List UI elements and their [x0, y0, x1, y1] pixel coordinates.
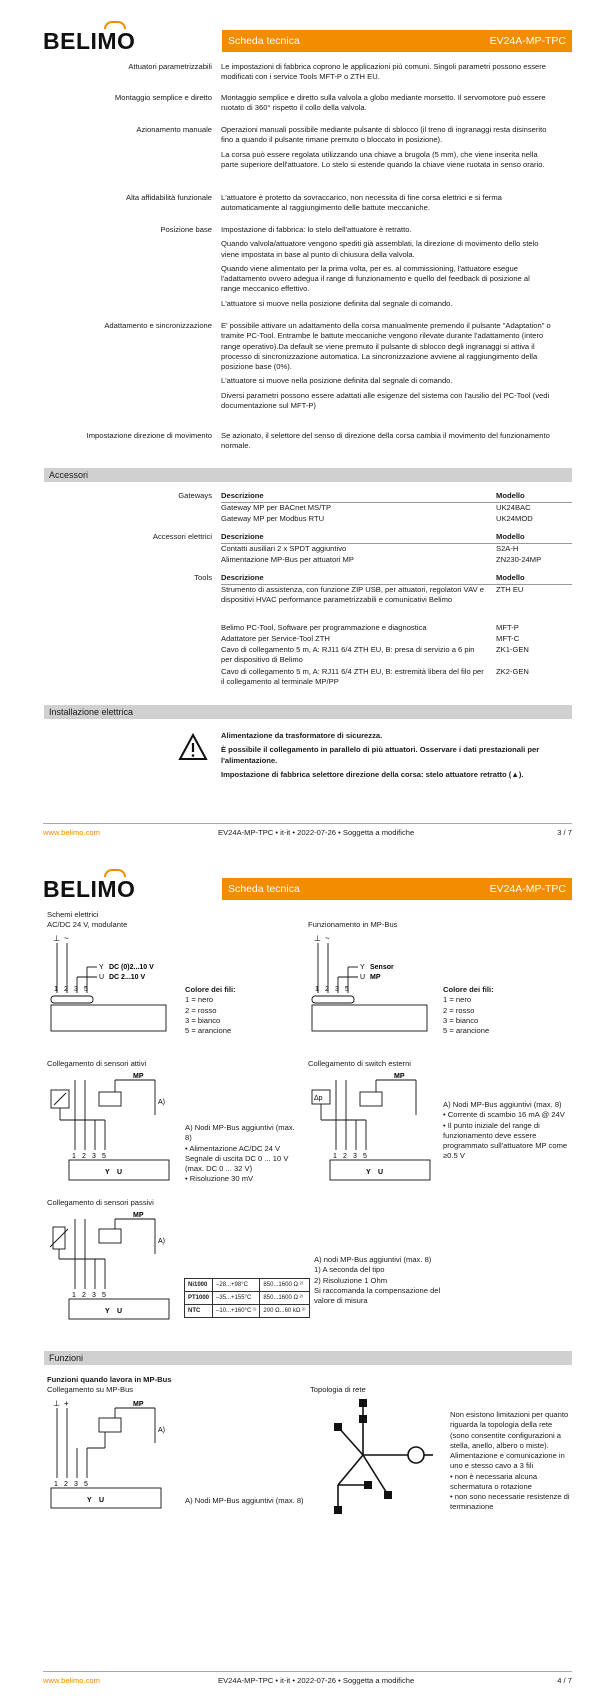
- footer-info: EV24A-MP-TPC • it-it • 2022-07-26 • Soggetta a modifiche: [218, 828, 415, 837]
- a-label: A): [158, 1099, 165, 1106]
- feature-paragraph: La corsa può essere regolata utilizzando una chiave a brugola (5 mm), che viene inserita nella parte superiore dell'attuatore. Lo stelo si estende quando la chiave viene ruotata in senso orario.: [221, 149, 545, 169]
- funzioni-subtitle: Funzioni quando lavora in MP-Bus: [47, 1375, 172, 1384]
- mp-label: MP: [394, 1073, 405, 1080]
- terminal-label: 3: [92, 1153, 96, 1160]
- note-line: A) Nodi MP-Bus aggiuntivi (max. 8): [443, 1100, 562, 1109]
- terminal-label: 2: [64, 1481, 68, 1488]
- note-line: Alimentazione e comunicazione in uno e stesso cavo a 3 fili: [450, 1451, 565, 1471]
- feature-text: [221, 321, 551, 415]
- terminal-label: 2: [64, 986, 68, 993]
- feature-text: [221, 193, 551, 218]
- accessory-model: MFT-P: [496, 623, 519, 632]
- note-line: • Risoluzione 30 mV: [185, 1174, 254, 1184]
- mp-bus-connection-note: A) Nodi MP-Bus aggiuntivi (max. 8): [185, 1496, 304, 1505]
- wiring-diagram-external-switch: [306, 1070, 436, 1182]
- terminal-label: 3: [74, 1481, 78, 1488]
- terminal-label: 1: [72, 1292, 76, 1299]
- sig-y-label: Y: [360, 964, 365, 971]
- power-sym: ⊥: [53, 1399, 60, 1408]
- wiring-diagram-active-sensor: [45, 1070, 175, 1182]
- accessory-model: ZN230-24MP: [496, 555, 542, 564]
- diagram-1-title: AC/DC 24 V, modulante: [47, 920, 128, 929]
- accessory-description: Belimo PC-Tool, Software per programmazione e diagnostica: [221, 623, 427, 632]
- terminal-label: 3: [353, 1153, 357, 1160]
- actuator-y: Y: [105, 1308, 110, 1315]
- terminal-label: 1: [72, 1153, 76, 1160]
- footer-page: 3 / 7: [557, 828, 572, 837]
- feature-label: Adattamento e sincronizzazione: [104, 321, 212, 330]
- note-line: • Il punto iniziale del range di funzionamento deve essere programmato sull'attuatore MP come ≥0.5 V: [443, 1120, 568, 1161]
- diagram-2-title: Funzionamento in MP-Bus: [308, 920, 398, 929]
- header-title: Scheda tecnica: [228, 34, 300, 47]
- terminal-label: 5: [84, 1481, 88, 1488]
- passive-sensor-notes: [314, 1255, 444, 1306]
- feature-paragraph: Operazioni manuali possibile mediante pulsante di sblocco (il treno di ingranaggi resta disinserito fino a quando il pulsante rimane premuto o bloccato in posizione).: [221, 125, 547, 145]
- wire-color: 3 = bianco: [185, 1015, 221, 1025]
- note-line: • non sono necessarie resistenze di terminazione: [450, 1492, 570, 1512]
- note-line: • Alimentazione AC/DC 24 V: [185, 1143, 281, 1153]
- terminal-label: 3: [74, 986, 78, 993]
- column-header-model: Modello: [496, 532, 525, 541]
- sensor-table-cell: –10...+160°C ¹⁾: [213, 1305, 260, 1318]
- accessory-description: Gateway MP per Modbus RTU: [221, 514, 325, 523]
- feature-paragraph: L'attuatore si muove nella posizione definita dal segnale di comando.: [221, 298, 453, 308]
- footer-url[interactable]: www.belimo.com: [43, 1676, 100, 1685]
- wire-color: 1 = nero: [185, 995, 214, 1005]
- wiring-diagram-mp-bus: [306, 933, 436, 1038]
- installazione-notes: [221, 731, 561, 780]
- wiring-diagram-mp-bus-connection: [45, 1398, 175, 1510]
- accessory-model: S2A-H: [496, 544, 519, 553]
- accessory-description: Strumento di assistenza, con funzione ZIP USB, per attuatori, regolatori VAV e dispositivi HVAC performance parametrizzabili e comunicativi Belimo: [221, 585, 484, 605]
- accessory-description: Cavo di collegamento 5 m, A: RJ11 6/4 ZTH EU, B: presa di servizio a 6 pin per dispositivo di Belimo: [221, 645, 475, 665]
- accessory-model: MFT-C: [496, 634, 520, 643]
- feature-paragraph: Montaggio semplice e diretto sulla valvola a globo mediante morsetto. Il servomotore può essere ruotato di 360° rispetto il collo della valvola.: [221, 93, 546, 113]
- actuator-y: Y: [105, 1169, 110, 1176]
- mp-label: MP: [133, 1212, 144, 1219]
- footer-url[interactable]: www.belimo.com: [43, 828, 100, 837]
- actuator-u: U: [117, 1169, 123, 1176]
- external-switch-notes: [443, 1100, 573, 1162]
- column-header-description: Descrizione: [221, 532, 264, 541]
- header-model: EV24A-MP-TPC: [489, 882, 566, 895]
- feature-paragraph: Quando viene alimentato per la prima volta, per es. al commissioning, l'attuatore esegue l'adattamento ovvero adegua il range di funzionamento e quello del feedback di posizione al range meccanico effettivo.: [221, 263, 530, 294]
- feature-paragraph: E' possibile attivare un adattamento della corsa manualmente premendo il pulsante "Adaptation" o tramite PC-Tool. Entrambe le battute meccaniche vengono rilevate durante l'adattamento (intero range operativo).Da default se viene premuto il pulsante di sblocco degli ingranaggi si attiva il processo di sincronizzazione automatica. La sincronizzazione avviene al raggiungimento della posizione base (0%).: [221, 321, 551, 371]
- sensor-table-cell: Ni1000: [185, 1279, 213, 1292]
- footer-page: 4 / 7: [557, 1676, 572, 1685]
- installazione-line: Impostazione di fabbrica selettore direzione della corsa: stelo attuatore retratto (▲).: [221, 769, 524, 779]
- sensor-table-cell: PT1000: [185, 1292, 213, 1305]
- sensor-table-cell: –35...+155°C: [213, 1292, 260, 1305]
- installazione-line: Alimentazione da trasformatore di sicurezza.: [221, 731, 383, 740]
- wiring-diagram-passive-sensor: [45, 1209, 175, 1321]
- plus-sym: +: [64, 1399, 69, 1408]
- header-bar: [222, 878, 572, 900]
- topology-title: Topologia di rete: [310, 1385, 366, 1394]
- accessory-model: UK24MOD: [496, 514, 533, 523]
- actuator-u: U: [99, 1497, 105, 1504]
- schemi-title: Schemi elettrici: [47, 910, 99, 919]
- feature-label: Montaggio semplice e diretto: [114, 93, 212, 102]
- feature-paragraph: Quando valvola/attuatore vengono spediti già assemblati, la direzione di movimento dello stelo viene impostata in base al punto di chiusura della valvola.: [221, 239, 539, 259]
- mp-label: MP: [133, 1073, 144, 1080]
- sig-y-value: Sensor: [370, 964, 394, 971]
- column-header-description: Descrizione: [221, 573, 264, 582]
- terminal-label: 5: [345, 986, 349, 993]
- accessory-description: Alimentazione MP-Bus per attuatori MP: [221, 555, 354, 564]
- column-header-model: Modello: [496, 491, 525, 500]
- dp-label: Δp: [314, 1095, 323, 1102]
- sensor-table: [184, 1278, 310, 1318]
- power-sym: ⊥: [53, 934, 60, 943]
- accessory-description: Adattatore per Service-Tool ZTH: [221, 634, 330, 643]
- page-4: [0, 848, 600, 1696]
- section-funzioni: Funzioni: [44, 1351, 572, 1365]
- sensor-table-row: [185, 1279, 310, 1292]
- topology-notes: [450, 1410, 570, 1513]
- feature-label: Posizione base: [160, 225, 212, 234]
- terminal-label: 3: [335, 986, 339, 993]
- sensor-table-row: [185, 1305, 310, 1318]
- note-line: • Corrente di scambio 16 mA @ 24V: [443, 1110, 565, 1120]
- feature-text: [221, 225, 551, 313]
- footer-info: EV24A-MP-TPC • it-it • 2022-07-26 • Soggetta a modifiche: [218, 1676, 415, 1685]
- wire-colors-2: [443, 985, 494, 1036]
- feature-paragraph: L'attuatore si muove nella posizione definita dal segnale di comando.: [221, 376, 453, 386]
- note-line: Si raccomanda la compensazione del valore di misura: [314, 1285, 441, 1305]
- wire-color: 1 = nero: [443, 995, 472, 1005]
- diagram-5-title: Collegamento di sensori passivi: [47, 1198, 154, 1207]
- accessory-description: Cavo di collegamento 5 m, A: RJ11 6/4 ZTH EU, B: estremità libera del filo per il collegamento al terminale MP/PP: [221, 667, 484, 687]
- warning-icon: [178, 733, 208, 761]
- note-line: 2) Risoluzione 1 Ohm: [314, 1275, 388, 1285]
- terminal-label: 5: [102, 1292, 106, 1299]
- terminal-label: 1: [54, 986, 58, 993]
- note-line: Non esistono limitazioni per quanto riguarda la topologia della rete (sono consentite configurazioni a stella, anello, albero o miste).: [450, 1410, 569, 1450]
- note-line: A) Nodi MP-Bus aggiuntivi (max. 8): [185, 1123, 295, 1143]
- terminal-label: 5: [363, 1153, 367, 1160]
- a-label: A): [158, 1427, 165, 1434]
- sig-y-value: DC (0)2...10 V: [109, 964, 154, 971]
- feature-label: Impostazione direzione di movimento: [86, 431, 212, 440]
- terminal-label: 2: [343, 1153, 347, 1160]
- feature-text: [221, 62, 551, 87]
- feature-label: Azionamento manuale: [136, 125, 212, 134]
- footer-divider: [43, 1671, 572, 1672]
- header-bar: [222, 30, 572, 52]
- header-model: EV24A-MP-TPC: [489, 34, 566, 47]
- accessory-description: Contatti ausiliari 2 x SPDT aggiuntivo: [221, 544, 347, 553]
- accessory-model: ZK1-GEN: [496, 645, 529, 654]
- belimo-logo: BELIMO: [43, 874, 135, 905]
- wire-color: 3 = bianco: [443, 1015, 479, 1025]
- terminal-label: 1: [333, 1153, 337, 1160]
- terminal-label: 1: [54, 1481, 58, 1488]
- sig-y-label: Y: [99, 964, 104, 971]
- feature-label: Attuatori parametrizzabili: [128, 62, 212, 71]
- column-header-description: Descrizione: [221, 491, 264, 500]
- sig-u-value: DC 2...10 V: [109, 974, 146, 981]
- active-sensor-notes: [185, 1123, 295, 1185]
- sensor-table-row: [185, 1292, 310, 1305]
- section-accessori: Accessori: [44, 468, 572, 482]
- terminal-label: 5: [102, 1153, 106, 1160]
- actuator-u: U: [117, 1308, 123, 1315]
- note-line: A) nodi MP-Bus aggiuntivi (max. 8): [314, 1255, 432, 1264]
- sig-u-label: U: [360, 974, 366, 981]
- accessori-group-label: Accessori elettrici: [152, 532, 212, 541]
- terminal-label: 5: [84, 986, 88, 993]
- actuator-y: Y: [87, 1497, 92, 1504]
- sig-u-label: U: [99, 974, 105, 981]
- terminal-label: 2: [82, 1153, 86, 1160]
- sig-u-value: MP: [370, 974, 381, 981]
- accessory-description: Gateway MP per BACnet MS/TP: [221, 503, 332, 512]
- network-topology-diagram: [318, 1395, 438, 1515]
- a-label: A): [158, 1238, 165, 1245]
- sensor-table-cell: –28...+98°C: [213, 1279, 260, 1292]
- diagram-3-title: Collegamento di sensori attivi: [47, 1059, 147, 1068]
- terminal-label: 1: [315, 986, 319, 993]
- footer-divider: [43, 823, 572, 824]
- sensor-table-cell: 850...1600 Ω ²⁾: [260, 1279, 309, 1292]
- feature-text: [221, 125, 551, 174]
- note-line: 1) A seconda del tipo: [314, 1265, 385, 1275]
- note-line: Segnale di uscita DC 0 ... 10 V (max. DC 0 ... 32 V): [185, 1153, 289, 1173]
- accessory-model: UK24BAC: [496, 503, 531, 512]
- feature-paragraph: Se azionato, il selettore del senso di direzione della corsa cambia il movimento del funzionamento normale.: [221, 431, 550, 451]
- feature-paragraph: L'attuatore è protetto da sovraccarico, non necessita di fine corsa elettrici e si ferma automaticamente al raggiungimento delle battute meccaniche.: [221, 193, 502, 213]
- section-installazione: Installazione elettrica: [44, 705, 572, 719]
- wire-colors-title: Colore dei fili:: [443, 985, 494, 994]
- actuator-u: U: [378, 1169, 384, 1176]
- note-line: • non è necessaria alcuna schermatura o rotazione: [450, 1471, 538, 1491]
- header-title: Scheda tecnica: [228, 882, 300, 895]
- accessory-model: ZK2-GEN: [496, 667, 529, 676]
- wire-color: 2 = rosso: [443, 1005, 475, 1015]
- power-sym: ~: [64, 934, 69, 943]
- accessory-model: ZTH EU: [496, 585, 524, 594]
- terminal-label: 3: [92, 1292, 96, 1299]
- accessori-group-label: Gateways: [178, 491, 212, 500]
- column-header-model: Modello: [496, 573, 525, 582]
- sensor-table-cell: NTC: [185, 1305, 213, 1318]
- wiring-diagram-modulante: [45, 933, 175, 1038]
- wire-color: 5 = arancione: [443, 1026, 490, 1035]
- actuator-y: Y: [366, 1169, 371, 1176]
- installazione-line: È possibile il collegamento in parallelo di più attuatori. Osservare i dati prestazionali per l'alimentazione.: [221, 745, 540, 765]
- terminal-label: 2: [325, 986, 329, 993]
- wire-color: 2 = rosso: [185, 1005, 217, 1015]
- sensor-table-cell: 200 Ω...60 kΩ ²⁾: [260, 1305, 309, 1318]
- diagram-6-title: Collegamento su MP-Bus: [47, 1385, 134, 1394]
- belimo-logo: BELIMO: [43, 26, 135, 57]
- feature-paragraph: Diversi parametri possono essere adattati alle esigenze del sistema con l'ausilio del PC-Tool (vedi documentazione sul MFT-P): [221, 390, 550, 410]
- accessori-group-label: Tools: [194, 573, 212, 582]
- terminal-label: 2: [82, 1292, 86, 1299]
- feature-paragraph: Impostazione di fabbrica: lo stelo dell'attuatore è retratto.: [221, 225, 412, 234]
- feature-label: Alta affidabilità funzionale: [126, 193, 212, 202]
- feature-text: [221, 93, 551, 118]
- diagram-4-title: Collegamento di switch esterni: [308, 1059, 411, 1068]
- wire-colors-title: Colore dei fili:: [185, 985, 236, 994]
- power-sym: ⊥: [314, 934, 321, 943]
- feature-text: [221, 431, 551, 456]
- mp-label: MP: [133, 1401, 144, 1408]
- wire-color: 5 = arancione: [185, 1026, 232, 1035]
- feature-paragraph: Le impostazioni di fabbrica coprono le applicazioni più comuni. Singoli parametri possono essere modificati con i service Tools MFT-P o ZTH EU.: [221, 62, 547, 82]
- sensor-table-cell: 850...1600 Ω ²⁾: [260, 1292, 309, 1305]
- wire-colors-1: [185, 985, 236, 1036]
- power-sym: ~: [325, 934, 330, 943]
